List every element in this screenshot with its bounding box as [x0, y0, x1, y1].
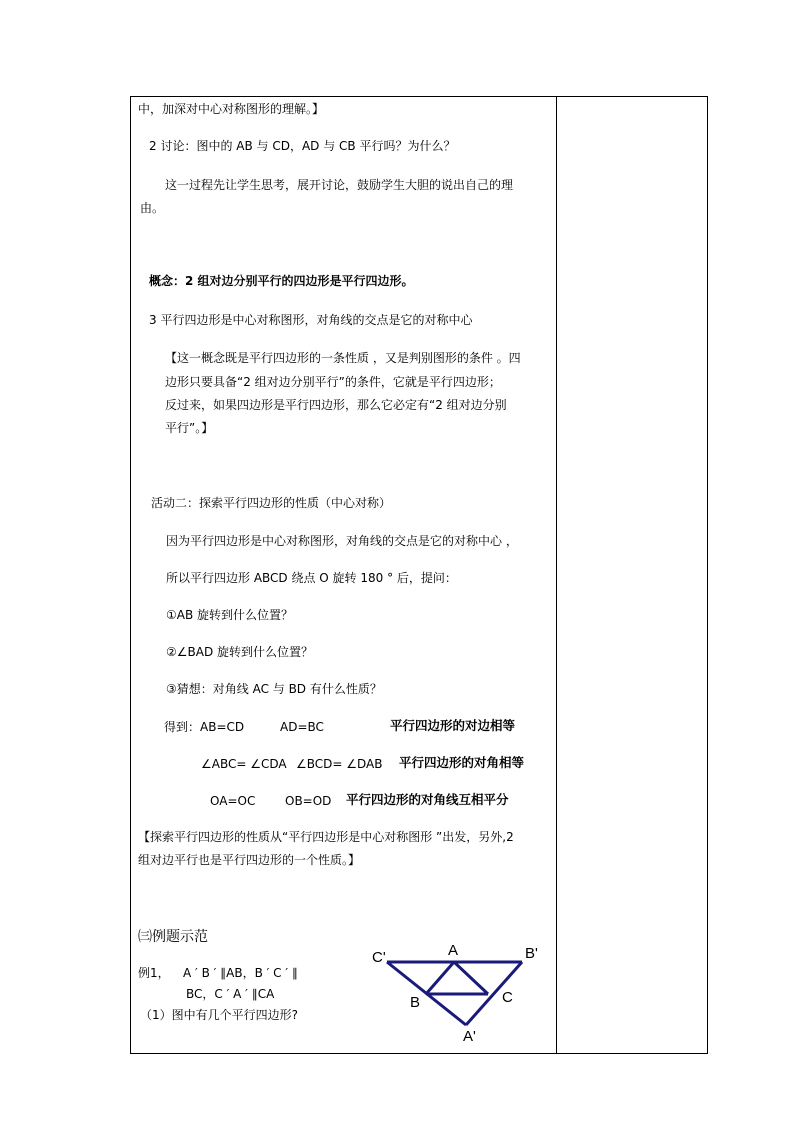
example-1-given-1: A ′ B ′ ∥AB，B ′ C ′ ∥ — [183, 966, 298, 980]
label-a: A — [448, 942, 459, 959]
discussion-question: 2 讨论：图中的 AB 与 CD，AD 与 CB 平行吗？为什么？ — [149, 139, 456, 153]
result-1-b: AD=BC — [280, 720, 324, 734]
center-symmetry-statement: 3 平行四边形是中心对称图形，对角线的交点是它的对称中心 — [149, 313, 473, 327]
question-2: ②∠BAD 旋转到什么位置？ — [166, 645, 314, 659]
example-heading: ㈢例题示范 — [138, 929, 208, 945]
line-a-c — [454, 962, 488, 994]
discussion-note-1: 这一过程先让学生思考，展开讨论，鼓励学生大胆的说出自己的理 — [165, 178, 514, 192]
activity-two-title: 活动二：探索平行四边形的性质（中心对称） — [151, 496, 392, 510]
discussion-note-2: 由。 — [140, 201, 165, 215]
note-1-line-2: 边形只要具备“2 组对边分别平行”的条件，它就是平行四边形； — [165, 375, 501, 389]
label-b: B — [410, 994, 421, 1011]
triangle-figure — [360, 935, 550, 1047]
result-2-a: ∠ABC= ∠CDA — [201, 757, 287, 771]
column-divider — [556, 96, 557, 1054]
activity-text-1: 因为平行四边形是中心对称图形，对角线的交点是它的对称中心 ， — [166, 534, 518, 548]
result-2-property: 平行四边形的对角相等 — [399, 755, 525, 770]
question-1: ①AB 旋转到什么位置？ — [166, 608, 294, 622]
note-2-line-2: 组对边平行也是平行四边形的一个性质。】 — [138, 853, 361, 867]
example-1-label: 例1， — [138, 966, 170, 980]
label-b-prime: B' — [525, 945, 538, 962]
result-1-property: 平行四边形的对边相等 — [390, 718, 516, 733]
result-3-b: OB=OD — [285, 794, 332, 808]
line-1: 中，加深对中心对称图形的理解。】 — [138, 102, 325, 116]
label-a-prime: A' — [463, 1028, 476, 1045]
concept-definition: 概念：2 组对边分别平行的四边形是平行四边形。 — [149, 274, 414, 288]
example-1-question: （1）图中有几个平行四边形? — [140, 1008, 299, 1022]
question-3: ③猜想：对角线 AC 与 BD 有什么性质？ — [166, 682, 382, 696]
activity-text-2: 所以平行四边形 ABCD 绕点 O 旋转 180 ° 后，提问： — [166, 571, 457, 585]
result-2-b: ∠BCD= ∠DAB — [296, 757, 383, 771]
label-c-prime: C' — [372, 949, 386, 966]
note-1-line-3: 反过来，如果四边形是平行四边形，那么它必定有“2 组对边分别 — [165, 398, 507, 412]
result-1-a: 得到：AB=CD — [164, 720, 245, 734]
note-1-line-1: 【这一概念既是平行四边形的一条性质 ，又是判别图形的条件 。四 — [165, 351, 521, 365]
note-2-line-1: 【探索平行四边形的性质从“平行四边形是中心对称图形 ”出发，另外,2 — [138, 830, 514, 844]
line-a-b — [426, 962, 454, 994]
result-3-property: 平行四边形的对角线互相平分 — [346, 792, 509, 807]
label-c: C — [502, 989, 513, 1006]
note-1-line-4: 平行”。】 — [165, 421, 214, 435]
example-1-given-2: BC，C ′ A ′ ∥CA — [186, 987, 275, 1001]
result-3-a: OA=OC — [210, 794, 256, 808]
